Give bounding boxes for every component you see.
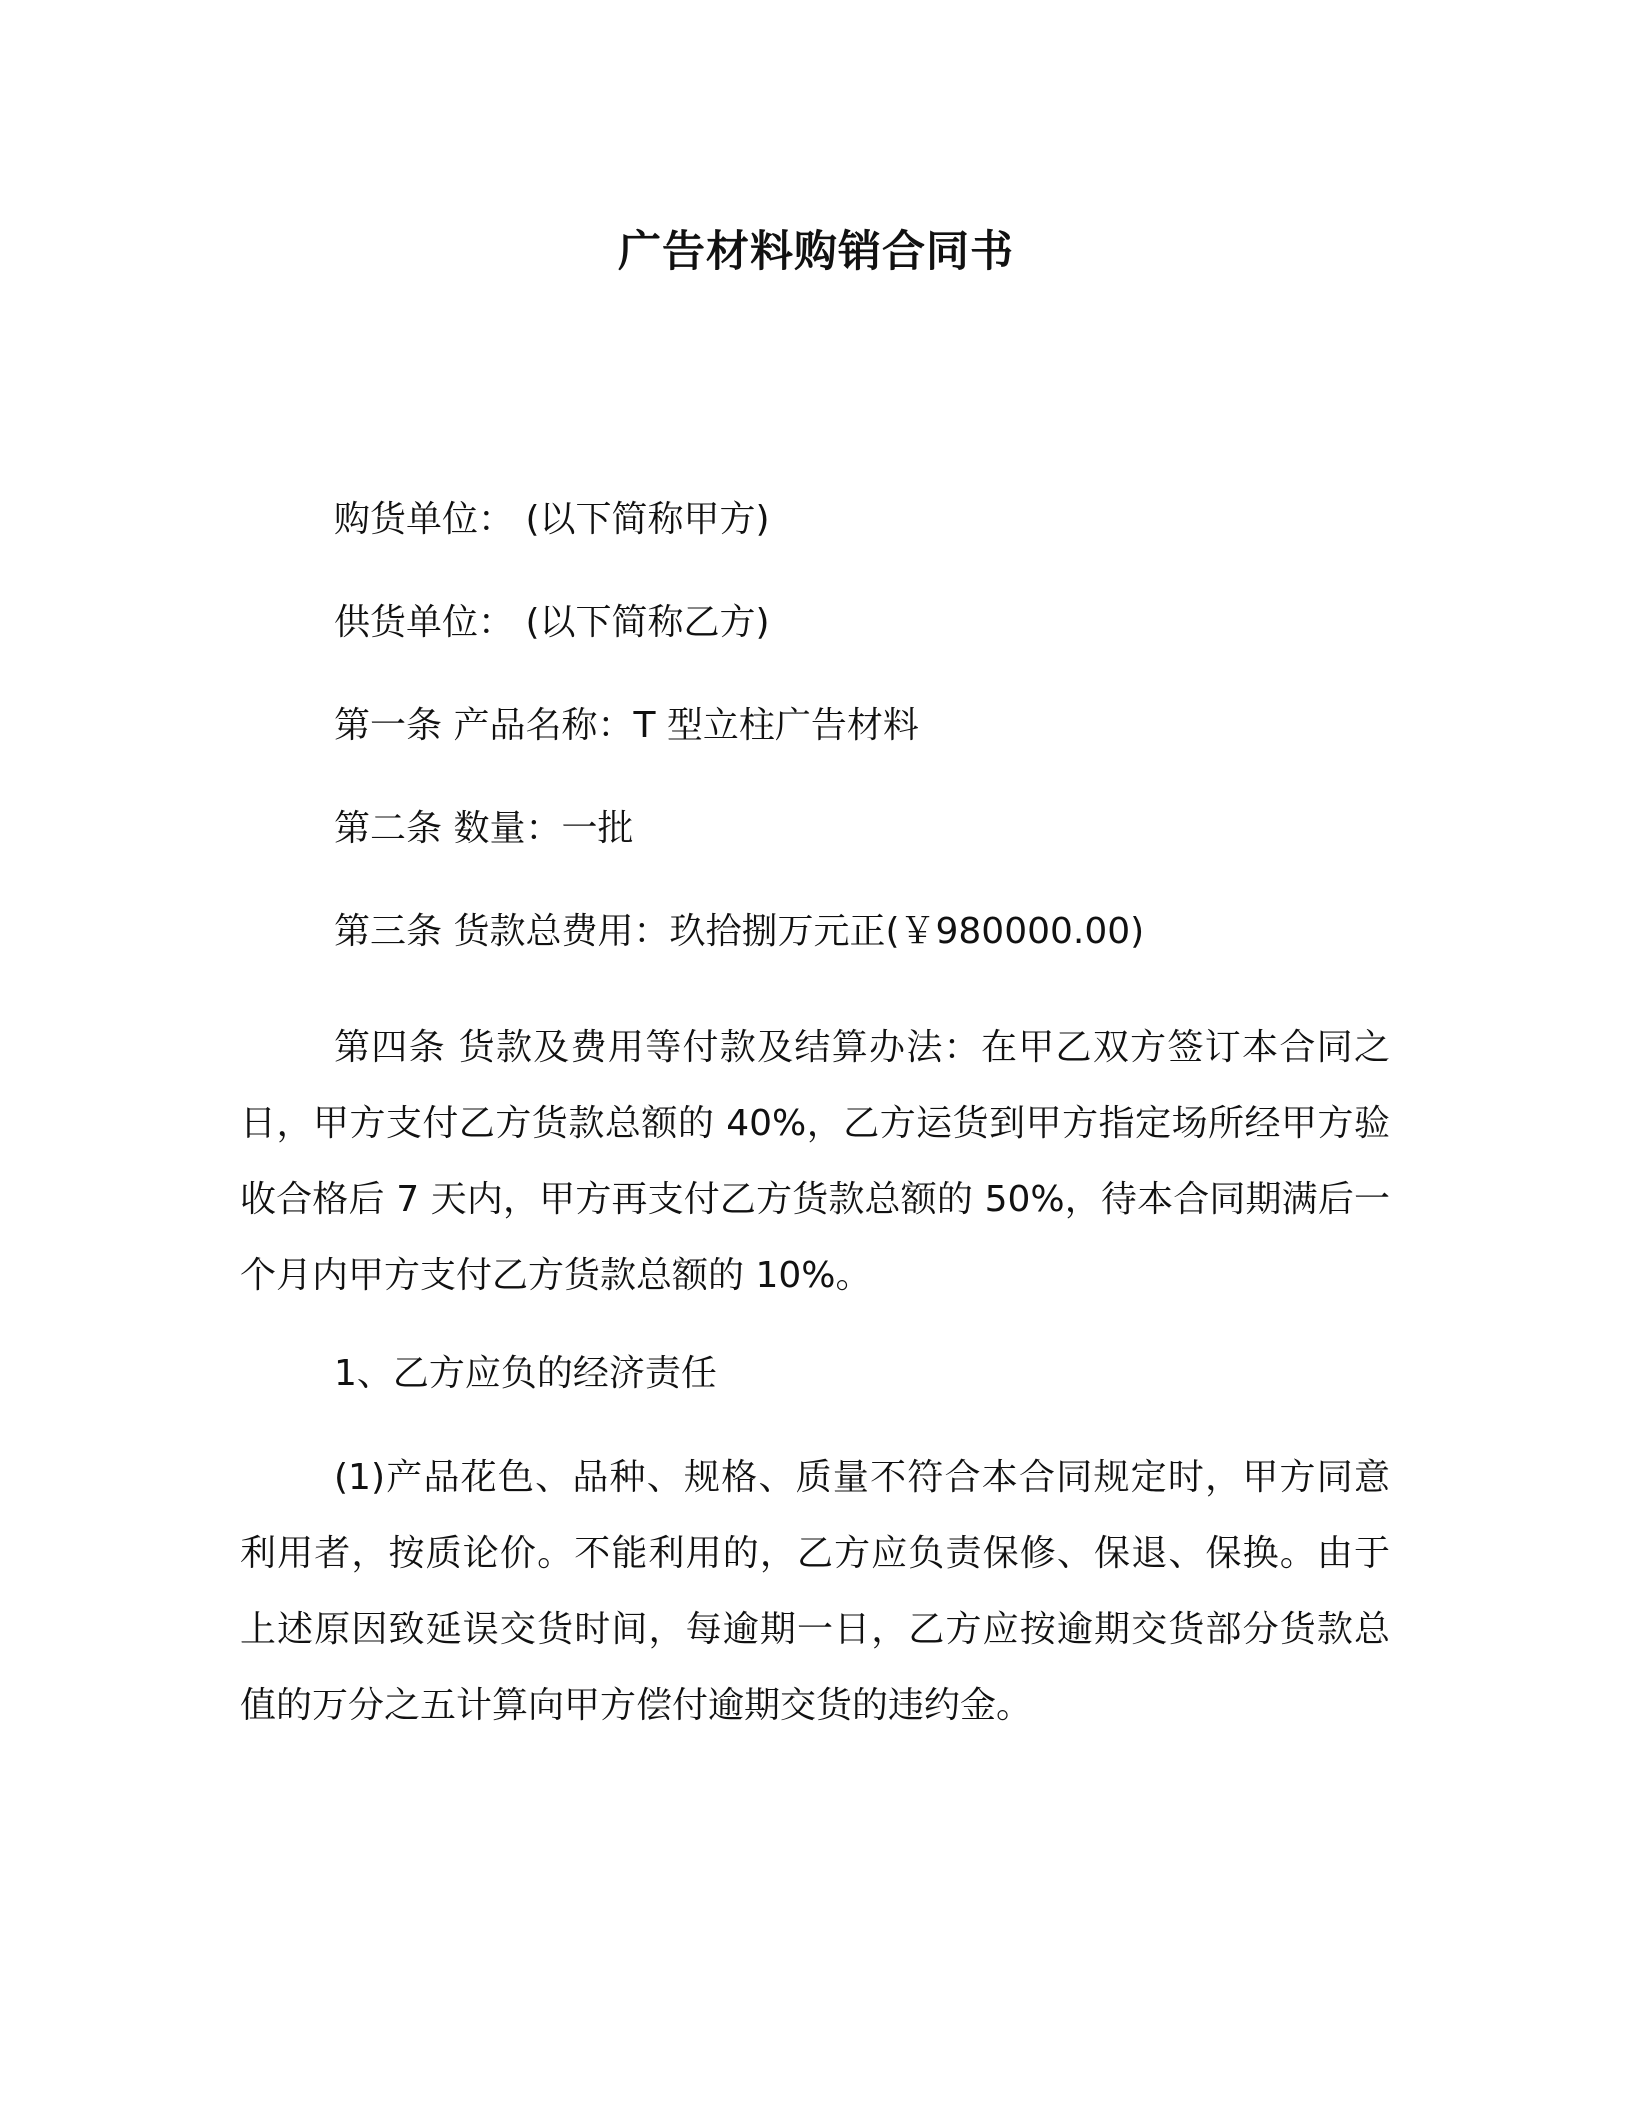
supplier-line: 供货单位： (以下简称乙方): [334, 602, 770, 643]
section-1-heading: 1、乙方应负的经济责任: [334, 1353, 717, 1394]
article-2-quantity: 第二条 数量：一批: [334, 808, 634, 849]
document-title: 广告材料购销合同书: [618, 227, 1014, 277]
article-1-product-name: 第一条 产品名称：T 型立柱广告材料: [334, 705, 919, 746]
article-4-payment-terms: 第四条 货款及费用等付款及结算办法：在甲乙双方签订本合同之日，甲方支付乙方货款总额的 40%，乙方运货到甲方指定场所经甲方验收合格后 7 天内，甲方再支付乙方货款总额的 50%，待本合同期满后一个月内甲方支付乙方货款总额的 10%。: [240, 1027, 1390, 1296]
article-3-total-cost: 第三条 货款总费用：玖拾捌万元正(￥980000.00): [334, 911, 1145, 952]
buyer-line: 购货单位： (以下简称甲方): [334, 499, 770, 540]
section-1-item-1: (1)产品花色、品种、规格、质量不符合本合同规定时，甲方同意利用者，按质论价。不能利用的，乙方应负责保修、保退、保换。由于上述原因致延误交货时间，每逾期一日，乙方应按逾期交货部分货款总值的万分之五计算向甲方偿付逾期交货的违约金。: [240, 1457, 1390, 1726]
